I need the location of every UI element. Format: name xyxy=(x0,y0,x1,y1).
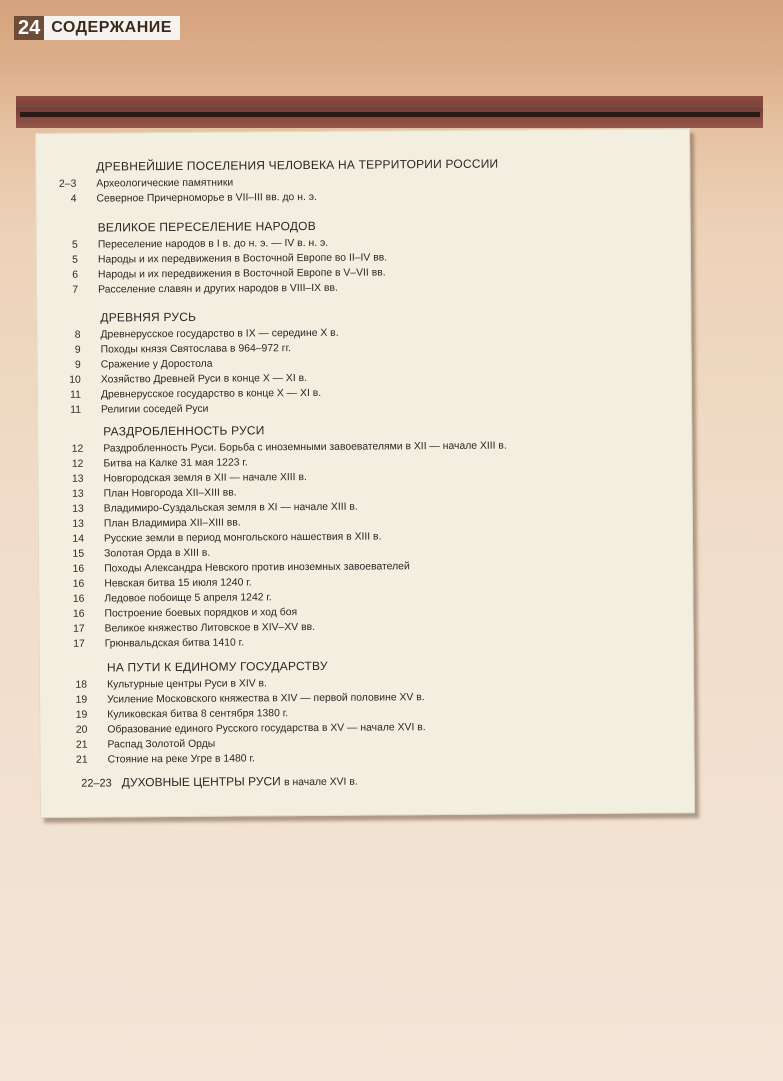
entry-text: Владимиро-Суздальская земля в XI — начале XIII в. xyxy=(103,501,358,515)
toc-entry xyxy=(38,280,387,298)
entry-text: Распад Золотой Орды xyxy=(107,738,216,751)
entry-text: Религии соседей Руси xyxy=(100,403,209,416)
entry-page: 17 xyxy=(73,623,85,635)
entry-page: 17 xyxy=(73,638,85,650)
toc-entry xyxy=(41,386,339,403)
toc-entry xyxy=(48,750,426,768)
entry-page: 6 xyxy=(72,269,79,281)
decorative-band-thin-line xyxy=(16,105,763,107)
entry-page: 8 xyxy=(74,329,81,341)
toc-entry xyxy=(36,189,498,207)
entry-page: 16 xyxy=(72,563,85,575)
entry-text: План Владимира XII–XIII вв. xyxy=(103,517,241,530)
toc-section xyxy=(47,658,426,768)
entry-text: Куликовская битва 8 сентября 1380 г. xyxy=(107,708,289,721)
entry-text: Древнерусское государство в конце X — XI в. xyxy=(100,387,322,401)
entry-text: Древнерусское государство в IX — середине X в. xyxy=(100,327,339,341)
final-entry-title: ДУХОВНЫЕ ЦЕНТРЫ РУСИ xyxy=(121,774,281,790)
toc-section xyxy=(43,422,508,652)
toc-section xyxy=(36,157,498,207)
section-title: ДРЕВНЕЙШИЕ ПОСЕЛЕНИЯ ЧЕЛОВЕКА НА ТЕРРИТОРИИ РОССИИ xyxy=(96,156,499,174)
entry-page: 2–3 xyxy=(58,178,77,190)
entry-page: 21 xyxy=(75,754,88,766)
entry-page: 5 xyxy=(72,254,78,266)
page-header xyxy=(14,16,180,40)
entry-text: Северное Причерноморье в VII–III вв. до н. э. xyxy=(96,191,317,205)
entry-text: Хозяйство Древней Руси в конце X — XI в. xyxy=(100,373,308,386)
entry-text: Невская битва 15 июля 1240 г. xyxy=(104,577,252,590)
entry-page: 13 xyxy=(72,518,84,530)
entry-text: Сражение у Доростола xyxy=(100,358,213,371)
entry-text: Походы князя Святослава в 964–972 гг. xyxy=(100,343,292,356)
entry-text: Раздробленность Руси. Борьба с иноземными завоевателями в XII — начале XIII в. xyxy=(103,440,507,455)
entry-text xyxy=(122,774,358,790)
entry-page: 12 xyxy=(71,458,84,470)
entry-page: 16 xyxy=(72,578,85,590)
entry-page: 4 xyxy=(70,193,77,205)
decorative-band-line xyxy=(20,112,760,117)
toc-final-entry xyxy=(50,774,358,790)
entry-page: 16 xyxy=(72,593,85,605)
toc-entry xyxy=(40,326,338,343)
table-of-contents xyxy=(35,128,695,818)
toc-entry xyxy=(41,401,339,418)
final-entry-suffix: в начале XVI в. xyxy=(284,776,358,789)
entry-text: Народы и их передвижения в Восточной Европе во II–IV вв. xyxy=(97,252,388,266)
entry-page: 18 xyxy=(75,679,88,691)
entry-page: 12 xyxy=(71,443,84,455)
section-title: НА ПУТИ К ЕДИНОМУ ГОСУДАРСТВУ xyxy=(106,658,328,675)
entry-text: Построение боевых порядков и ход боя xyxy=(104,607,298,620)
toc-section xyxy=(38,218,388,298)
entry-page: 19 xyxy=(75,694,88,706)
entry-page: 16 xyxy=(72,608,85,620)
toc-entry xyxy=(45,634,509,652)
entry-text: Русские земли в период монгольского нашествия в XIII в. xyxy=(103,531,382,545)
entry-text: Археологические памятники xyxy=(96,177,234,190)
entry-text: Народы и их передвижения в Восточной Европе в V–VII вв. xyxy=(98,267,386,281)
entry-text: Ледовое побоище 5 апреля 1242 г. xyxy=(104,592,272,605)
entry-page: 10 xyxy=(69,374,81,386)
entry-page: 13 xyxy=(71,473,84,485)
entry-page: 14 xyxy=(72,533,85,545)
page-number: 24 xyxy=(14,16,44,40)
entry-page: 9 xyxy=(74,344,81,356)
entry-page: 13 xyxy=(72,503,84,515)
entry-text: Стояние на реке Угре в 1480 г. xyxy=(107,753,255,766)
toc-entry xyxy=(47,720,425,738)
entry-text: Битва на Калке 31 мая 1223 г. xyxy=(103,457,248,470)
entry-page: 7 xyxy=(72,284,79,296)
entry-text: Культурные центры Руси в XIV в. xyxy=(107,678,267,691)
entry-text: Образование единого Русского государства в XV — начале XVI в. xyxy=(107,722,426,736)
entry-page: 11 xyxy=(70,404,82,416)
entry-text: Расселение славян и других народов в VIII–IX вв. xyxy=(98,282,338,296)
toc-section xyxy=(40,309,339,418)
entry-page: 5 xyxy=(72,239,78,251)
entry-page: 20 xyxy=(75,724,88,736)
entry-page: 21 xyxy=(75,739,88,751)
page-title: СОДЕРЖАНИЕ xyxy=(44,16,180,40)
entry-page: 11 xyxy=(70,389,81,401)
entry-text: Переселение народов в I в. до н. э. — IV в. н. э. xyxy=(97,237,329,251)
entry-page: 13 xyxy=(72,488,84,500)
entry-page: 9 xyxy=(74,359,81,371)
entry-page: 15 xyxy=(72,548,85,560)
entry-page: 19 xyxy=(75,709,88,721)
entry-text: Грюнвальдская битва 1410 г. xyxy=(104,637,245,650)
section-title: ВЕЛИКОЕ ПЕРЕСЕЛЕНИЕ НАРОДОВ xyxy=(97,218,316,235)
section-title: РАЗДРОБЛЕННОСТЬ РУСИ xyxy=(103,423,265,439)
entry-text: Великое княжество Литовское в XIV–XV вв. xyxy=(104,621,316,635)
entry-text: Усиление Московского княжества в XIV — первой половине XV в. xyxy=(107,692,425,706)
entry-text: Золотая Орда в XIII в. xyxy=(104,547,211,560)
section-title: ДРЕВНЯЯ РУСЬ xyxy=(100,309,197,325)
toc-entry xyxy=(47,690,425,708)
entry-text: План Новгорода XII–XIII вв. xyxy=(103,487,237,500)
entry-text: Походы Александра Невского против иноземных завоевателей xyxy=(104,561,410,575)
entry-page: 22–23 xyxy=(81,777,112,790)
entry-text: Новгородская земля в XII — начале XIII в. xyxy=(103,472,307,485)
